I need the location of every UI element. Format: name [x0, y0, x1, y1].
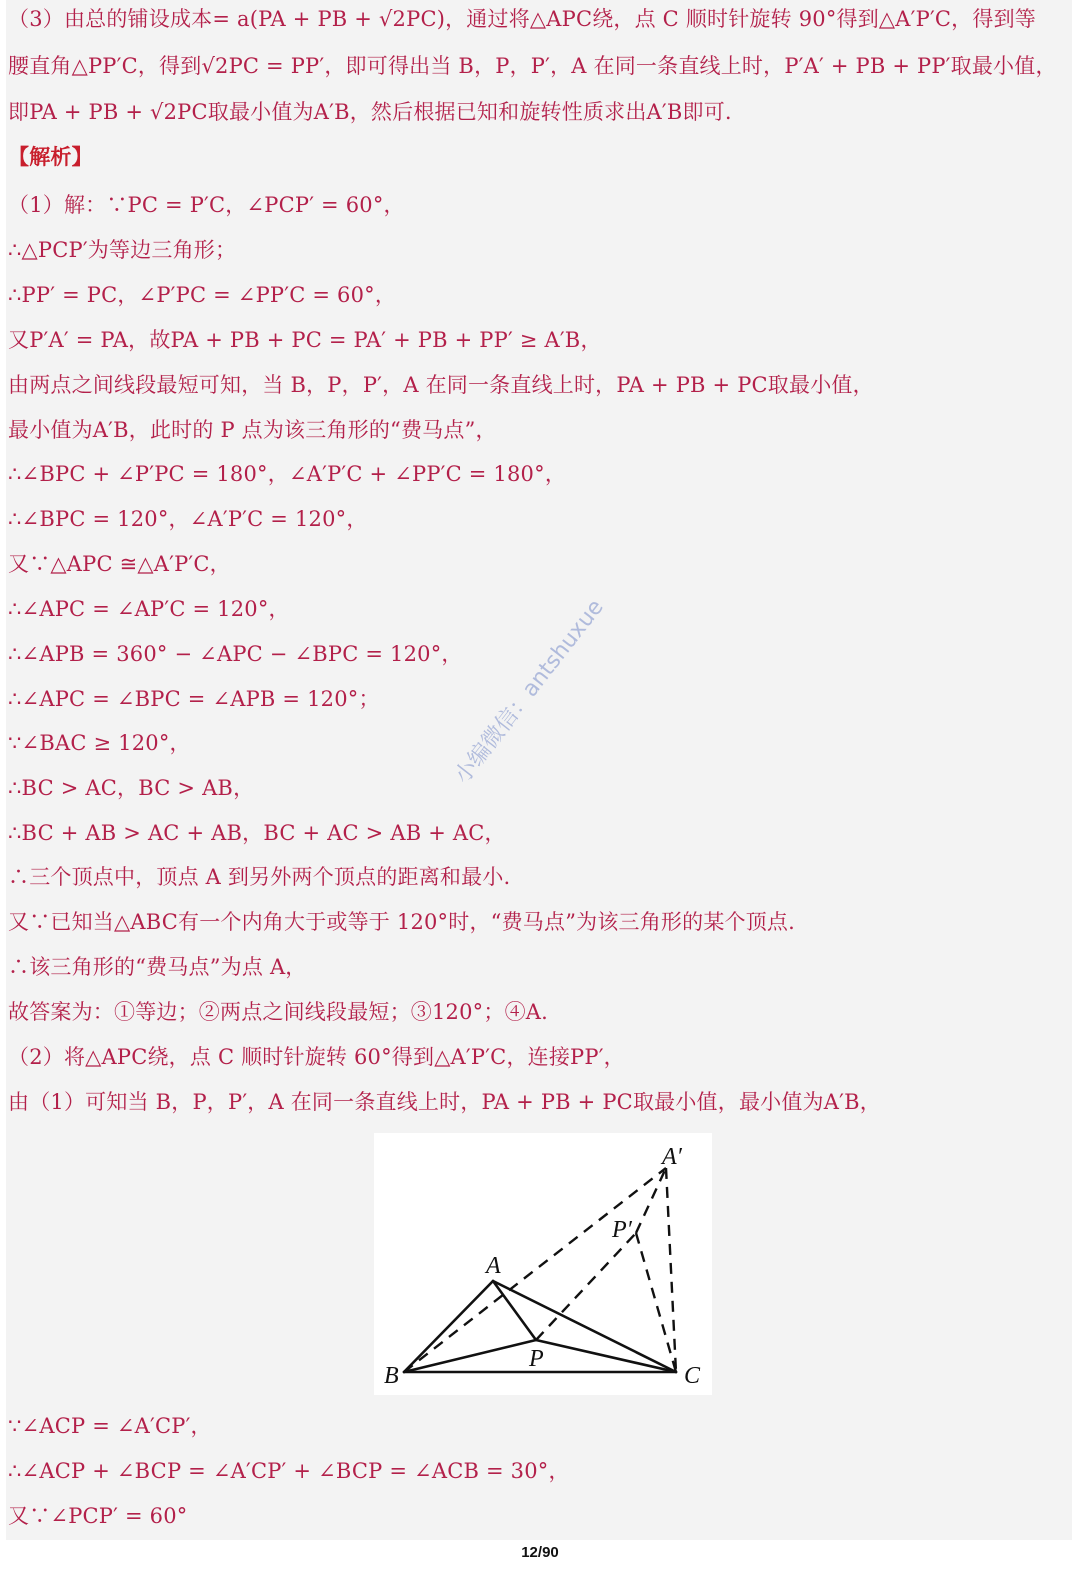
text-line: 由（1）可知当 B，P，P′，A 在同一条直线上时，PA + PB + PC取最小值，最小值为A′B，: [8, 1090, 881, 1114]
text-line: 又∵△APC ≅△A′P′C，: [8, 552, 231, 576]
text-line: （3）由总的铺设成本= a(PA + PB + √2PC)，通过将△APC绕，点 C 顺时针旋转 90°得到△A′P′C，得到等: [8, 7, 1036, 31]
text-line: ∴∠BPC = 120°，∠A′P′C = 120°，: [8, 507, 368, 531]
segment-PC: [536, 1340, 676, 1372]
text-line: 又∵∠PCP′ = 60°: [8, 1504, 188, 1528]
dashed-segment-A-prime-C: [666, 1168, 676, 1372]
segment-BA: [404, 1281, 493, 1372]
segment-AP: [493, 1281, 536, 1340]
text-line: ∴三个顶点中，顶点 A 到另外两个顶点的距离和最小.: [8, 865, 511, 889]
text-line: ∴∠APC = ∠AP′C = 120°，: [8, 597, 290, 621]
text-line: ∴△PCP′为等边三角形；: [8, 238, 237, 262]
fermat-point-diagram: [374, 1133, 712, 1395]
text-line: 腰直角△PP′C，得到√2PC = PP′，即可得出当 B，P，P′，A 在同一条直线上时，P′A′ + PB + PP′取最小值，: [8, 54, 1057, 78]
watermark: 小编微信：antshuxue: [449, 595, 609, 789]
geometry-figure: [374, 1133, 712, 1395]
text-line: ∴PP′ = PC，∠P′PC = ∠PP′C = 60°，: [8, 283, 397, 307]
text-line: ∴BC > AC，BC > AB，: [8, 776, 255, 800]
text-line: 故答案为：①等边；②两点之间线段最短；③120°；④A.: [8, 1000, 549, 1024]
text-line: 由两点之间线段最短可知，当 B，P，P′，A 在同一条直线上时，PA + PB + PC取最小值，: [8, 373, 874, 397]
document-page: [6, 0, 1072, 1540]
segment-AC: [493, 1281, 676, 1372]
text-line: 又P′A′ = PA，故PA + PB + PC = PA′ + PB + PP′ ≥ A′B，: [8, 328, 602, 352]
text-line: ∴∠ACP + ∠BCP = ∠A′CP′ + ∠BCP = ∠ACB = 30°，: [8, 1459, 570, 1483]
text-line: 即PA + PB + √2PC取最小值为A′B，然后根据已知和旋转性质求出A′B即可.: [8, 100, 732, 124]
page-number: 12/90: [521, 1544, 559, 1561]
text-line: ∴∠APC = ∠BPC = ∠APB = 120°；: [8, 687, 380, 711]
label-A: A: [486, 1253, 501, 1279]
label-P-prime: P′: [612, 1217, 632, 1243]
section-heading-analysis: 【解析】: [8, 145, 93, 169]
label-P: P: [529, 1346, 544, 1372]
text-line: ∴BC + AB > AC + AB，BC + AC > AB + AC，: [8, 821, 506, 845]
text-line: ∴∠BPC + ∠P′PC = 180°，∠A′P′C + ∠PP′C = 180°，: [8, 462, 567, 486]
dashed-segment-P-prime-A-prime: [636, 1168, 666, 1233]
text-line: （1）解：∵PC = P′C，∠PCP′ = 60°，: [8, 193, 405, 217]
text-line: ∵∠BAC ≥ 120°，: [8, 731, 191, 755]
label-B: B: [384, 1363, 399, 1389]
label-A-prime: A′: [662, 1144, 682, 1170]
text-line: ∴该三角形的“费马点”为点 A，: [8, 955, 307, 979]
text-line: （2）将△APC绕，点 C 顺时针旋转 60°得到△A′P′C，连接PP′，: [8, 1045, 625, 1069]
text-line: ∴∠APB = 360° − ∠APC − ∠BPC = 120°，: [8, 642, 463, 666]
dashed-segment-PP-prime: [536, 1233, 636, 1340]
text-line: ∵∠ACP = ∠A′CP′，: [8, 1414, 212, 1438]
text-line: 最小值为A′B，此时的 P 点为该三角形的“费马点”，: [8, 418, 497, 442]
label-C: C: [684, 1363, 701, 1389]
text-line: 又∵已知当△ABC有一个内角大于或等于 120°时，“费马点”为该三角形的某个顶点.: [8, 910, 796, 934]
